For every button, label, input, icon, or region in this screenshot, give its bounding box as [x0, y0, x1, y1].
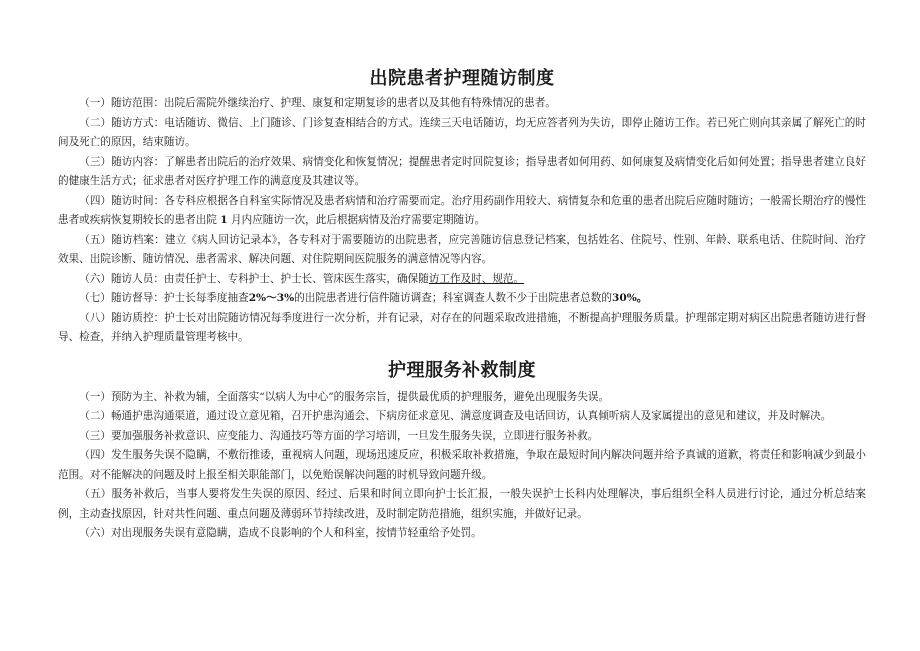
section2-para-4: （四）发生服务失误不隐瞒，不敷衍推诿，重视病人问题，现场迅速反应，积极采取补救措施，争取在最短时间内解决问题并给予真诚的道歉，将责任和影响减少到最小范围。对不能解决的问题及时上报至相关职能部门，以免贻误解决问题的时机导致问题升级。: [58, 449, 866, 481]
section2-para-2: （二）畅通护患沟通渠道，通过设立意见箱，召开护患沟通会、下病房征求意见、满意度调查及电话回访，认真倾听病人及家属提出的意见和建议，并及时解决。: [79, 410, 832, 422]
section2-para-5: （五）服务补救后，当事人要将发生失误的原因、经过、后果和时间立即向护士长汇报，一般失误护士长科内处理解决，事后组织全科人员进行讨论，通过分析总结案例，主动查找原因，针对共性问题、重点问题及薄弱环节持续改进，及时制定防范措施，组织实施，并做好记录。: [58, 488, 866, 520]
section1-para-6: [58, 270, 866, 290]
section1-para-7-text-c: 的出院患者进行信件随访调查；科室调查人数不少于出院患者总数的: [294, 292, 612, 304]
section2-para-6: （六）对出现服务失误有意隐瞒，造成不良影响的个人和科室，按情节轻重给予处罚。: [79, 527, 482, 539]
section1-para-7-text-a: （七）随访督导：护士长每季度抽查: [79, 292, 249, 304]
section1-para-4-number: 1: [220, 214, 228, 226]
section1-title: 出院患者护理随访制度: [369, 68, 555, 89]
section2-para-3: （三）要加强服务补救意识、应变能力、沟通技巧等方面的学习培训，一旦发生服务失误，立即进行服务补救。: [79, 429, 599, 442]
section1-para-4-text-b: 月内应随访一次，此后根据病情及治疗需要定期随访。: [231, 214, 486, 226]
document-page: [58, 64, 866, 544]
section1-para-2: （二）随访方式：电话随访、微信、上门随诊、门诊复查相结合的方式。连续三天电话随访，均无应答者列为失访，即停止随访工作。若已死亡则向其亲属了解死亡的时间及死亡的原因，结束随访。: [58, 116, 866, 148]
section2-para-1: （一）预防为主、补救为辅，全面落实“以病人为中心”的服务宗旨，提供最优质的护理服务，避免出现服务失误。: [79, 390, 610, 403]
section1-para-6-underlined: 访工作及时、规范。: [428, 272, 525, 285]
section2-title: 护理服务补救制度: [388, 359, 536, 381]
section1-para-7-percent: 30%。: [611, 292, 648, 304]
section1-para-4-text-a: （四）随访时间：各专科应根据各自科室实际情况及患者病情和治疗需要而定。治疗用药副作用较大、病情复杂和危重的患者出院后应随时随访；一般需长期治疗的慢性患者或疾病恢复期较长的患者出院: [58, 194, 866, 226]
section1-para-7: [58, 289, 866, 309]
section1-para-6-text: （六）随访人员：由责任护士、专科护士、护士长、管床医生落实，确保随: [79, 272, 429, 285]
section1-para-1: （一）随访范围：出院后需院外继续治疗、护理、康复和定期复诊的患者以及其他有特殊情况的患者。: [79, 97, 556, 109]
section1-para-7-range: 2%～3%: [248, 292, 295, 304]
section1-para-5: （五）随访档案：建立《病人回访记录本》，各专科对于需要随访的出院患者，应完善随访信息登记档案，包括姓名、住院号、性别、年龄、联系电话、住院时间、治疗效果、出院诊断、随访情况、患者需求、解决问题、对住院期间医院服务的满意情况等内容。: [58, 233, 866, 265]
section1-para-3: （三）随访内容：了解患者出院后的治疗效果、病情变化和恢复情况；提醒患者定时回院复诊；指导患者如何用药、如何康复及病情变化后如何处置；指导患者建立良好的健康生活方式；征求患者对医疗护理工作的满意度及其建议等。: [58, 155, 866, 187]
section1-para-8: （八）随访质控：护士长对出院随访情况每季度进行一次分析，并有记录，对存在的问题采取改进措施，不断提高护理服务质量。护理部定期对病区出院患者随访进行督导、检查，并纳入护理质量管理考核中。: [58, 311, 866, 343]
section1-para-4: [58, 192, 866, 231]
